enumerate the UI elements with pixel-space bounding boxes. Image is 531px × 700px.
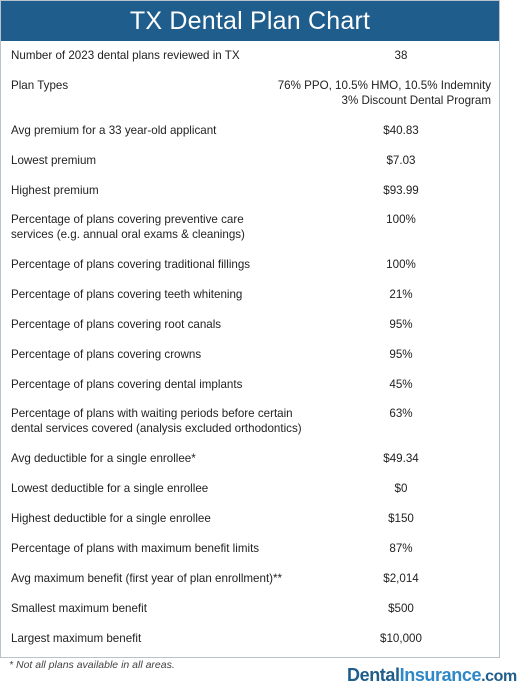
- row-label: Percentage of plans covering traditional fillings: [11, 258, 251, 271]
- row-label: Percentage of plans covering root canals: [11, 318, 222, 331]
- row-label: Lowest premium: [11, 154, 97, 167]
- row-value: 63%: [389, 407, 413, 420]
- row-label: Avg premium for a 33 year-old applicant: [11, 124, 217, 137]
- row-label-line1: Percentage of plans with waiting periods before certain: [11, 407, 293, 420]
- row-label: Largest maximum benefit: [11, 632, 142, 645]
- row-label: Plan Types: [11, 79, 69, 92]
- row-value: $40.83: [383, 124, 419, 137]
- brand-logo-part: Insurance: [399, 665, 482, 685]
- row-value-line1: 76% PPO, 10.5% HMO, 10.5% Indemnity: [277, 79, 491, 92]
- row-label: Highest deductible for a single enrollee: [11, 512, 211, 525]
- row-label: Lowest deductible for a single enrollee: [11, 482, 209, 495]
- row-value: $10,000: [380, 632, 422, 645]
- row-label: Avg maximum benefit (first year of plan enrollment)**: [11, 572, 283, 585]
- row-label-line2: dental services covered (analysis excluded orthodontics): [11, 422, 302, 435]
- row-value: $7.03: [386, 154, 416, 167]
- row-value: $93.99: [383, 184, 419, 197]
- row-label: Percentage of plans covering dental implants: [11, 378, 243, 391]
- row-value: 87%: [389, 542, 413, 555]
- chart-title: TX Dental Plan Chart: [1, 1, 499, 41]
- row-value: $49.34: [383, 452, 419, 465]
- row-value: $0: [394, 482, 408, 495]
- row-value: 38: [394, 49, 408, 62]
- row-value: 95%: [389, 348, 413, 361]
- row-label-line2: services (e.g. annual oral exams & cleanings): [11, 228, 245, 241]
- row-value-line2: 3% Discount Dental Program: [341, 94, 491, 107]
- row-value: $150: [388, 512, 414, 525]
- brand-logo-part: .com: [481, 668, 517, 685]
- row-label: Percentage of plans covering teeth whitening: [11, 288, 243, 301]
- row-label: Highest premium: [11, 184, 99, 197]
- row-value: 95%: [389, 318, 413, 331]
- row-value: $2,014: [383, 572, 419, 585]
- row-label: Number of 2023 dental plans reviewed in TX: [11, 49, 240, 62]
- row-label: Avg deductible for a single enrollee*: [11, 452, 196, 465]
- row-label: Percentage of plans with maximum benefit limits: [11, 542, 260, 555]
- brand-logo[interactable]: [347, 664, 517, 688]
- row-value: 45%: [389, 378, 413, 391]
- footnote: * Not all plans available in all areas.: [9, 659, 175, 671]
- row-value: 100%: [386, 213, 416, 226]
- row-label: Smallest maximum benefit: [11, 602, 147, 615]
- row-value: $500: [388, 602, 414, 615]
- row-value: 21%: [389, 288, 413, 301]
- row-value: 100%: [386, 258, 416, 271]
- row-label-line1: Percentage of plans covering preventive care: [11, 213, 244, 226]
- row-label: Percentage of plans covering crowns: [11, 348, 202, 361]
- brand-logo-part: Dental: [347, 665, 400, 685]
